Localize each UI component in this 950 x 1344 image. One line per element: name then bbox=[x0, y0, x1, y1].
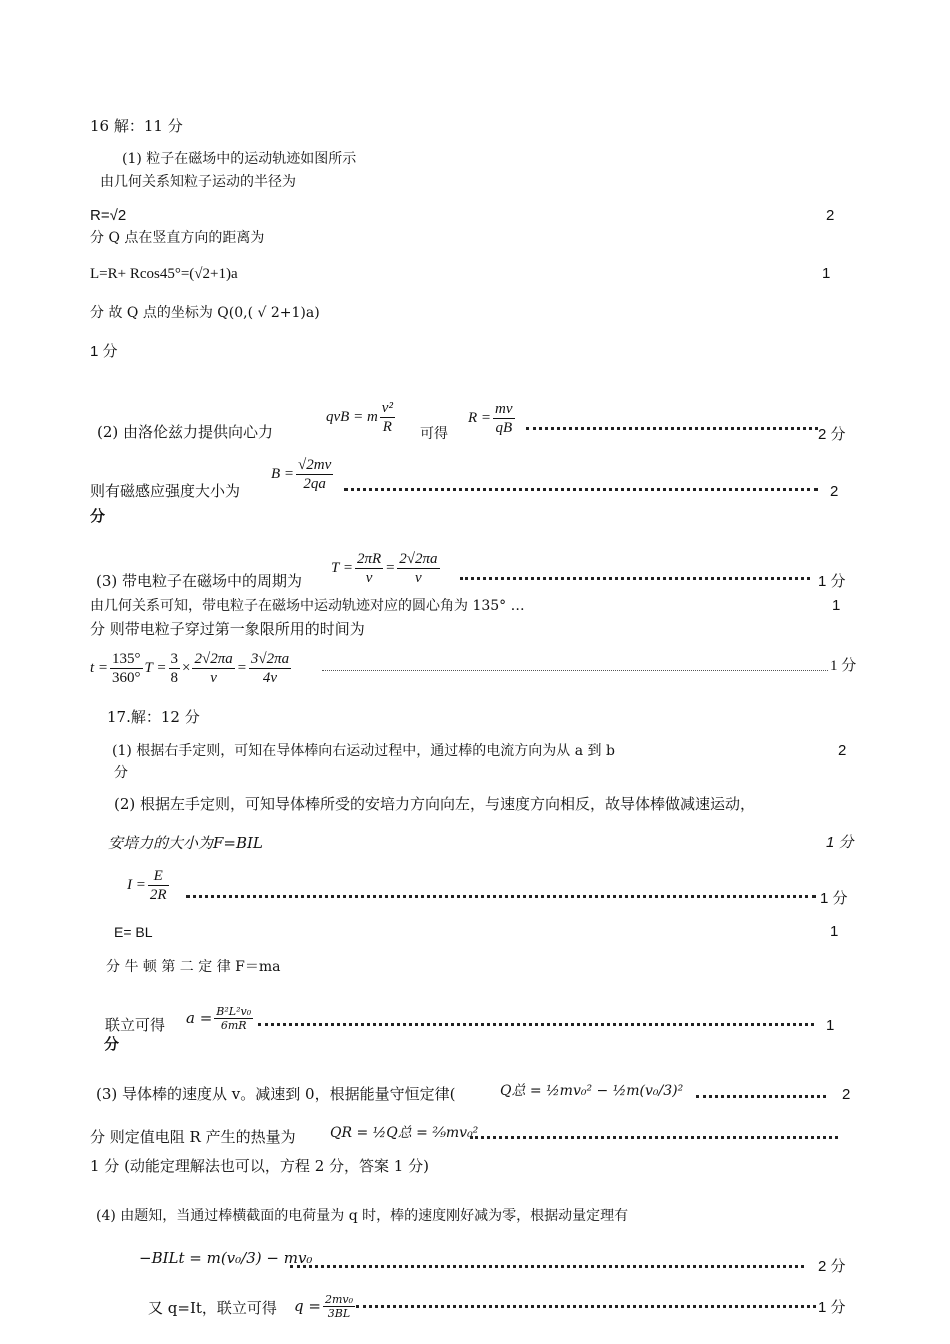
p16-eq-t-d2: 8 bbox=[170, 669, 178, 686]
p16-coord-text: 分 故 Q 点的坐标为 Q(0,( √ 2+1)a) bbox=[90, 305, 320, 321]
p16-angle-score: 1 bbox=[832, 597, 841, 614]
p17-ampere-score: 1 分 bbox=[826, 834, 854, 851]
p17-a-fen: 分 bbox=[104, 1036, 120, 1053]
p16-eq-T-num2: 2√2πa bbox=[399, 550, 438, 567]
leader-dots bbox=[526, 427, 818, 430]
p16-eq-t-x: × bbox=[182, 660, 191, 676]
p17-part3-text: (3) 导体棒的速度从 v。减速到 0，根据能量守恒定律( bbox=[96, 1085, 456, 1103]
p16-eq-T bbox=[331, 544, 442, 592]
p16-eq-R-num: mv bbox=[495, 400, 513, 417]
p17-eq-q-den: 3BL bbox=[327, 1306, 351, 1320]
p17-eq-I-den: 2R bbox=[149, 886, 167, 903]
p16-eq-lorentz-den: R bbox=[382, 418, 392, 435]
p17-ampere: 安培力的大小为F=BIL bbox=[108, 834, 263, 852]
p17-a-score: 1 bbox=[826, 1017, 835, 1034]
p16-B-label: 则有磁感应强度大小为 bbox=[90, 482, 241, 500]
p17-eq-momentum: −BILt = m(v₀/3) − mv₀ bbox=[139, 1249, 313, 1267]
p16-angle-text: 由几何关系可知，带电粒子在磁场中运动轨迹对应的圆心角为 135° … bbox=[90, 598, 525, 614]
leader-dots bbox=[322, 670, 828, 671]
p17-eq-E: E= BL bbox=[114, 924, 153, 940]
p17-eq-a bbox=[186, 1000, 255, 1036]
p16-eq-B-num: √2mv bbox=[298, 456, 332, 473]
p17-eq-I-num: E bbox=[148, 867, 169, 886]
p16-part2-score: 2 分 bbox=[818, 426, 846, 443]
p16-T-score: 1 分 bbox=[818, 573, 846, 590]
p16-t-score: 1 分 bbox=[830, 658, 857, 674]
leader-dots bbox=[186, 895, 816, 898]
p17-eq-Q: Q总 = ½mv₀² − ½m(v₀/3)² bbox=[500, 1083, 684, 1099]
leader-dots bbox=[258, 1023, 814, 1026]
p16-eq-lorentz-lhs: qvB = m bbox=[326, 409, 378, 425]
p16-eq-lorentz bbox=[326, 392, 397, 442]
p16-eq-R bbox=[468, 396, 517, 440]
p16-eq-R-lhs: R = bbox=[468, 410, 492, 426]
p17-E-score: 1 bbox=[830, 923, 839, 940]
p17-part1-fen: 分 bbox=[114, 765, 128, 781]
p16-eq-lorentz-num: v² bbox=[381, 399, 393, 416]
p16-eq-t-d1: 360° bbox=[112, 669, 141, 686]
leader-dots bbox=[460, 577, 810, 580]
p17-heat-text: 分 则定值电阻 R 产生的热量为 bbox=[90, 1128, 296, 1146]
p17-eq-I bbox=[127, 862, 171, 908]
p17-part4-text: (4) 由题知，当通过棒横截面的电荷量为 q 时，棒的速度刚好减为零，根据动量定理有 bbox=[96, 1208, 629, 1224]
p16-part1-text: (1) 粒子在磁场中的运动轨迹如图所示 bbox=[122, 151, 357, 167]
p16-eq-T-den2: v bbox=[415, 569, 422, 586]
p16-part3-label: (3) 带电粒子在磁场中的周期为 bbox=[96, 572, 303, 590]
p16-eq-t-n1: 135° bbox=[112, 650, 141, 667]
p16-eq-T-lhs: T = bbox=[331, 560, 353, 576]
p17-I-score: 1 分 bbox=[820, 890, 848, 907]
p17-newton-text: 分 牛 顿 第 二 定 律 F＝ma bbox=[106, 959, 281, 975]
p16-eq-t-n4: 3√2πa bbox=[250, 650, 290, 667]
p16-eq-t bbox=[90, 644, 293, 692]
p17-momentum-score: 2 分 bbox=[818, 1258, 846, 1275]
p16-score-coord: 1 分 bbox=[90, 343, 118, 360]
p17-eq-a-num: B²L²v₀ bbox=[216, 1004, 252, 1018]
p16-eq-t-eq: = bbox=[236, 660, 247, 676]
problem-16-title: 16 解：11 分 bbox=[90, 117, 183, 135]
leader-dots bbox=[470, 1136, 838, 1139]
p17-heat-note: 1 分 (动能定理解法也可以，方程 2 分，答案 1 分) bbox=[90, 1157, 429, 1175]
p17-eq-q-num: 2mv₀ bbox=[324, 1292, 354, 1306]
p16-eq-R-den: qB bbox=[495, 419, 513, 436]
p16-eq-T-eq: = bbox=[385, 560, 396, 576]
p16-eq-B-lhs: B = bbox=[271, 466, 295, 482]
p17-q-label: 又 q=It，联立可得 bbox=[148, 1299, 277, 1317]
p16-part1-text-2: 由几何关系知粒子运动的半径为 bbox=[100, 174, 296, 190]
p17-part1-text: (1) 根据右手定则，可知在导体棒向右运动过程中，通过棒的电流方向为从 a 到 b bbox=[112, 743, 615, 759]
p16-kede: 可得 bbox=[420, 426, 448, 442]
p16-eq-t-d4: 4v bbox=[262, 669, 278, 686]
p16-eq-L: L=R+ Rcos45°=(√2+1)a bbox=[90, 266, 238, 282]
p16-B-score: 2 bbox=[830, 483, 839, 500]
p16-eq-B-den: 2qa bbox=[303, 475, 326, 492]
problem-17-title: 17.解：12 分 bbox=[107, 708, 200, 726]
leader-dots bbox=[696, 1095, 826, 1098]
p16-B-fen: 分 bbox=[90, 508, 106, 525]
p16-eq-B bbox=[271, 452, 335, 496]
leader-dots bbox=[356, 1305, 816, 1308]
p16-eq-radius: R=√2 bbox=[90, 207, 127, 224]
p16-eq-t-mid: T = bbox=[144, 660, 167, 676]
p16-part2-label: (2) 由洛伦兹力提供向心力 bbox=[97, 423, 274, 441]
p17-eq-QR: QR = ½Q总 = ²⁄₉mv₀² bbox=[330, 1125, 479, 1141]
p16-q-distance-text: 分 Q 点在竖直方向的距离为 bbox=[90, 230, 265, 246]
leader-dots bbox=[344, 488, 818, 491]
p17-combine-label: 联立可得 bbox=[105, 1016, 166, 1034]
p16-score-radius: 2 bbox=[826, 207, 835, 224]
p16-eq-t-n2: 3 bbox=[170, 650, 178, 667]
p16-score-L: 1 bbox=[822, 265, 831, 282]
p16-eq-T-num1: 2πR bbox=[356, 550, 382, 567]
p17-q-score: 1 分 bbox=[818, 1299, 846, 1316]
p16-eq-t-n3: 2√2πa bbox=[194, 650, 233, 667]
p17-part2-text: (2) 根据左手定则，可知导体棒所受的安培力方向向左，与速度方向相反，故导体棒做减速运动， bbox=[114, 795, 756, 813]
p16-eq-t-lhs: t = bbox=[90, 660, 109, 676]
leader-dots bbox=[290, 1265, 804, 1268]
p17-Q-score: 2 bbox=[842, 1086, 851, 1103]
p17-eq-I-lhs: I = bbox=[127, 877, 146, 893]
p17-eq-a-den: 6mR bbox=[220, 1018, 247, 1032]
p16-eq-T-den1: v bbox=[365, 569, 373, 586]
p17-eq-a-lhs: a = bbox=[186, 1009, 213, 1027]
p17-eq-q-lhs: q = bbox=[294, 1297, 321, 1315]
p16-eq-t-d3: v bbox=[210, 669, 217, 686]
p17-part1-score: 2 bbox=[838, 742, 847, 759]
p16-time-text: 分 则带电粒子穿过第一象限所用的时间为 bbox=[90, 620, 365, 638]
p17-eq-q bbox=[294, 1288, 357, 1324]
